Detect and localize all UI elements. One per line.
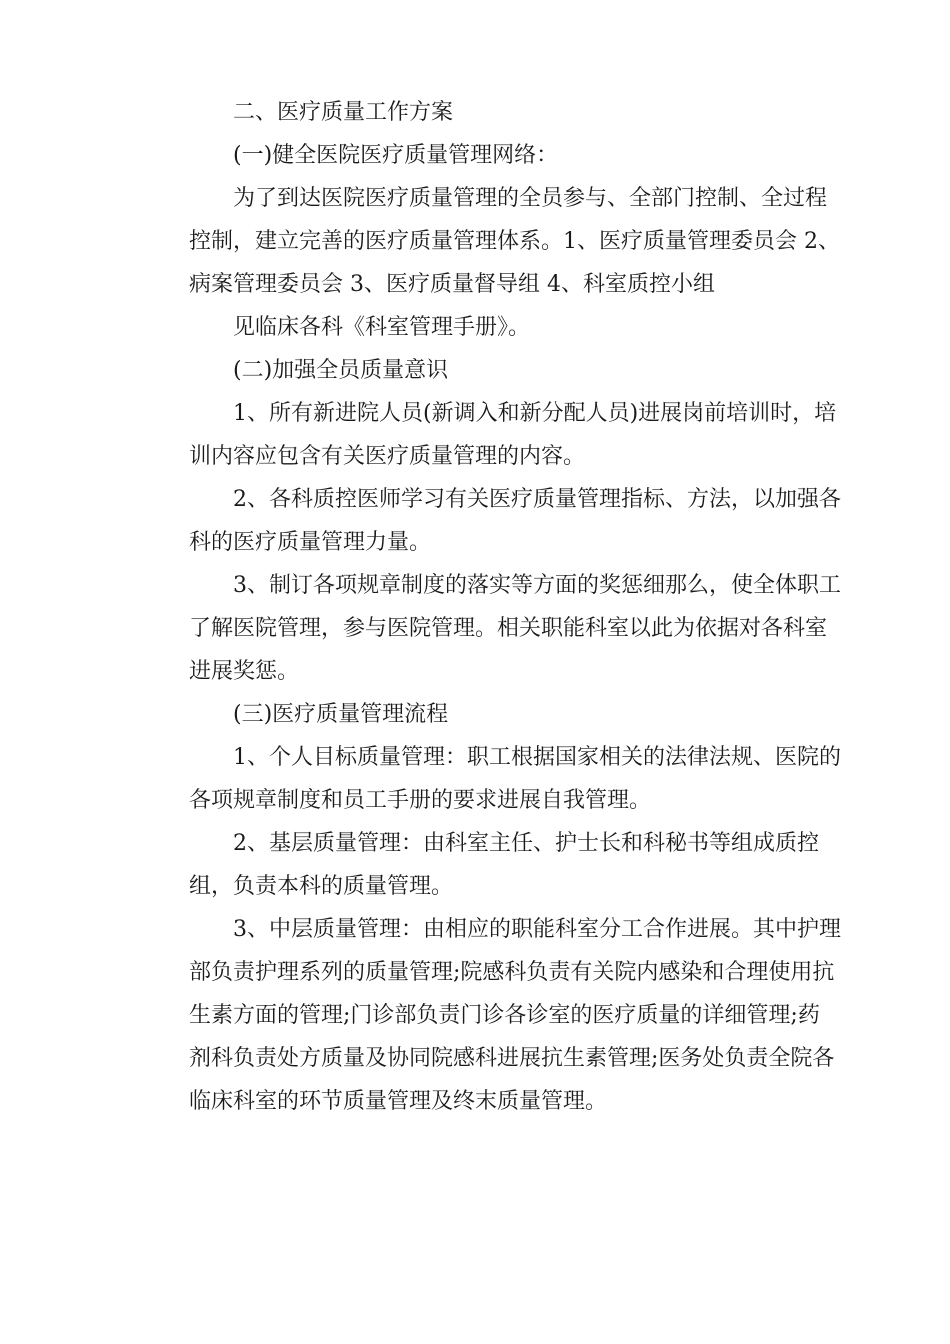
text-line: 临床科室的环节质量管理及终末质量管理。 [189, 1089, 608, 1114]
text-line: (一)健全医院医疗质量管理网络： [233, 143, 559, 168]
text-line: 训内容应包含有关医疗质量管理的内容。 [189, 444, 586, 469]
text-line: 2、各科质控医师学习有关医疗质量管理指标、方法，以加强各 [233, 487, 841, 512]
text-line: 1、个人目标质量管理：职工根据国家相关的法律法规、医院的 [233, 745, 841, 770]
text-line: 生素方面的管理;门诊部负责门诊各诊室的医疗质量的详细管理;药 [189, 1003, 820, 1028]
text-line: 进展奖惩。 [189, 659, 300, 684]
paragraph [145, 822, 819, 908]
text-line: 为了到达医院医疗质量管理的全员参与、全部门控制、全过程 [233, 186, 828, 211]
text-line: 科的医疗质量管理力量。 [189, 530, 432, 555]
text-line: 3、制订各项规章制度的落实等方面的奖惩细那么，使全体职工 [233, 573, 841, 598]
text-line: 控制，建立完善的医疗质量管理体系。1、医疗质量管理委员会 2、 [189, 229, 840, 254]
document-body [145, 91, 841, 1123]
paragraph [145, 564, 841, 693]
text-line: 了解医院管理，参与医院管理。相关职能科室以此为依据对各科室 [189, 616, 828, 641]
text-line: 剂科负责处方质量及协同院感科进展抗生素管理;医务处负责全院各 [189, 1046, 835, 1071]
text-line: 部负责护理系列的质量管理;院感科负责有关院内感染和合理使用抗 [189, 960, 835, 985]
paragraph [145, 306, 809, 349]
paragraph [145, 177, 840, 306]
subsection-heading [145, 693, 809, 736]
paragraph [145, 908, 841, 1123]
text-line: 二、医疗质量工作方案 [233, 100, 454, 125]
text-line: 1、所有新进院人员(新调入和新分配人员)进展岗前培训时，培 [233, 401, 837, 426]
text-line: (三)医疗质量管理流程 [233, 702, 449, 727]
subsection-heading [145, 349, 809, 392]
paragraph [145, 478, 841, 564]
text-line: (二)加强全员质量意识 [233, 358, 449, 383]
text-line: 各项规章制度和员工手册的要求进展自我管理。 [189, 788, 652, 813]
paragraph [145, 736, 841, 822]
text-line: 见临床各科《科室管理手册》。 [233, 315, 531, 340]
subsection-heading [145, 134, 809, 177]
section-heading [145, 91, 809, 134]
text-line: 2、基层质量管理：由科室主任、护士长和科秘书等组成质控 [233, 831, 819, 856]
text-line: 病案管理委员会 3、医疗质量督导组 4、科室质控小组 [189, 272, 715, 297]
text-line: 3、中层质量管理：由相应的职能科室分工合作进展。其中护理 [233, 917, 841, 942]
paragraph [145, 392, 837, 478]
text-line: 组，负责本科的质量管理。 [189, 874, 454, 899]
